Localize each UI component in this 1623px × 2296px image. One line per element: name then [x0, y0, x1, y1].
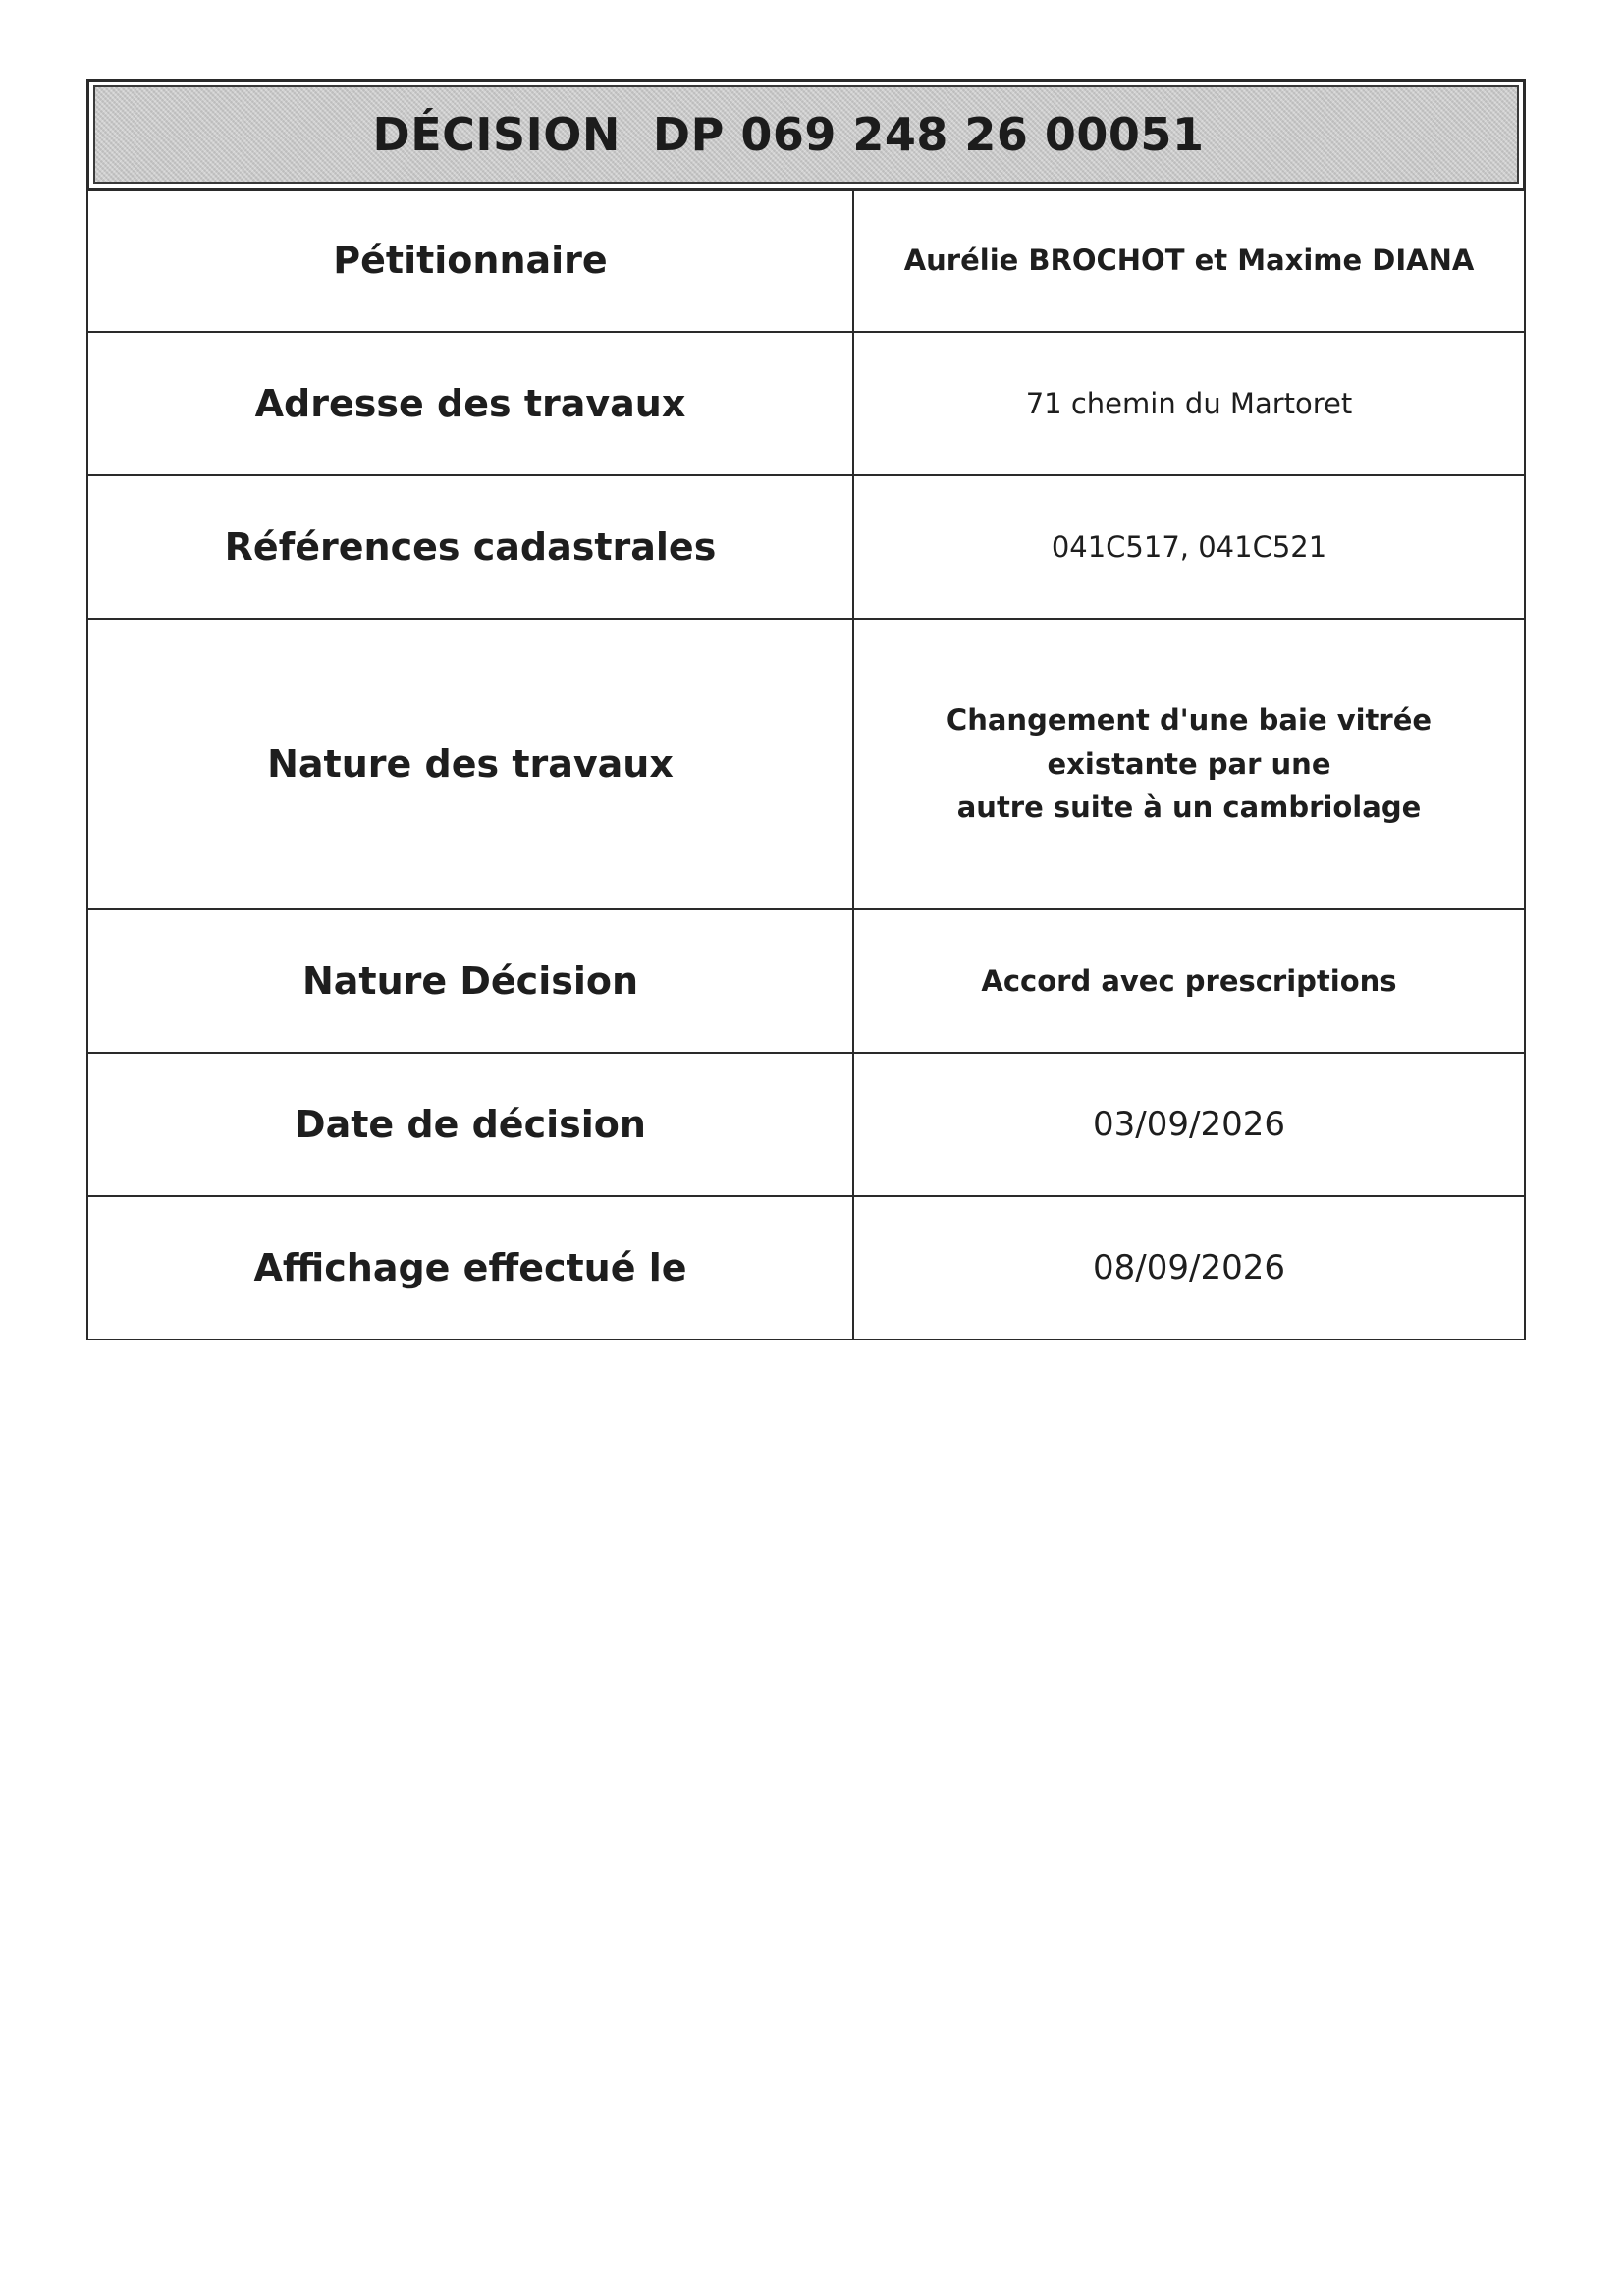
- row-label-references-cadastrales: Références cadastrales: [87, 475, 853, 619]
- row-value-nature-travaux: [853, 619, 1525, 909]
- document-title: DÉCISION DP 069 248 26 00051: [372, 108, 1205, 161]
- row-value-date-decision: 03/09/2026: [853, 1053, 1525, 1196]
- table-row: [87, 1196, 1525, 1339]
- table-row: [87, 619, 1525, 909]
- table-row: [87, 1053, 1525, 1196]
- row-label-petitionnaire: Pétitionnaire: [87, 189, 853, 332]
- title-banner: [86, 79, 1526, 191]
- row-label-nature-decision: Nature Décision: [87, 909, 853, 1053]
- table-row: [87, 909, 1525, 1053]
- nature-travaux-line-1: Changement d'une baie vitrée existante par une: [946, 702, 1433, 781]
- row-label-nature-travaux: Nature des travaux: [87, 619, 853, 909]
- decision-info-table: [86, 188, 1526, 1340]
- row-value-petitionnaire: Aurélie BROCHOT et Maxime DIANA: [853, 189, 1525, 332]
- row-value-nature-decision: Accord avec prescriptions: [853, 909, 1525, 1053]
- row-label-affichage: Affichage effectué le: [87, 1196, 853, 1339]
- nature-travaux-line-2: autre suite à un cambriolage: [956, 791, 1422, 825]
- table-row: [87, 475, 1525, 619]
- decision-document: [86, 79, 1526, 1340]
- title-banner-fill: [93, 85, 1519, 184]
- row-label-adresse: Adresse des travaux: [87, 332, 853, 475]
- row-value-affichage: 08/09/2026: [853, 1196, 1525, 1339]
- row-value-adresse: 71 chemin du Martoret: [853, 332, 1525, 475]
- row-value-references-cadastrales: 041C517, 041C521: [853, 475, 1525, 619]
- row-label-date-decision: Date de décision: [87, 1053, 853, 1196]
- table-row: [87, 189, 1525, 332]
- table-row: [87, 332, 1525, 475]
